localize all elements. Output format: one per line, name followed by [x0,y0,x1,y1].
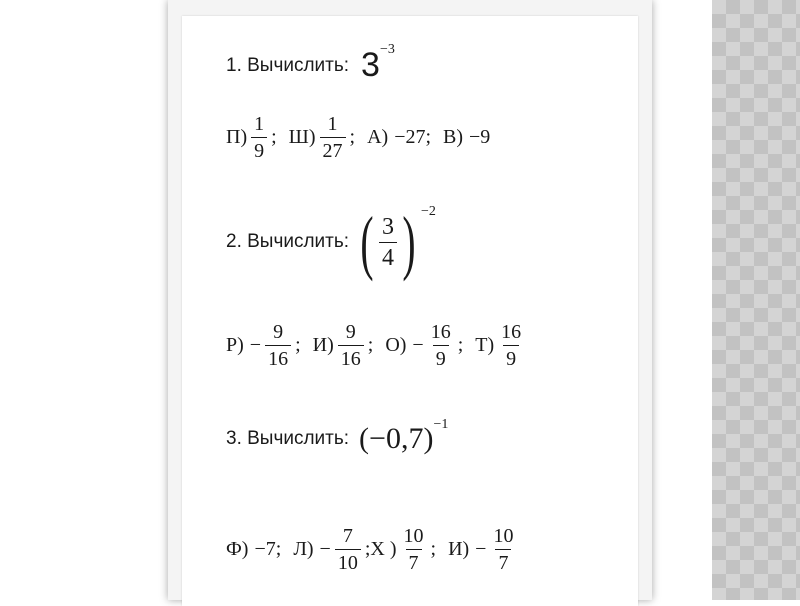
problem-1-answers [226,114,490,161]
problem-2-fraction [379,215,397,270]
answer-value: −7 [254,538,276,560]
fraction-denominator: 7 [495,549,511,573]
fraction-denominator: 9 [433,345,449,369]
problem-1-exponent: −3 [379,41,395,57]
separator: ; [275,538,282,560]
answer-value: −9 [469,126,491,148]
answer-letter: Л) [293,538,314,560]
separator: ; [430,538,437,560]
answer-letter: П) [226,126,248,148]
fraction-numerator: 10 [403,525,424,547]
separator: ; [457,334,464,356]
fraction-numerator: 1 [327,113,338,135]
fraction-denominator: 27 [320,137,346,161]
answer-letter: И) [312,334,334,356]
problem-2-label: 2. Вычислить: [226,231,350,252]
fraction-numerator: 10 [493,525,514,547]
answer-fraction [401,526,427,573]
separator: ; [271,126,277,148]
answer-letter: Ф) [226,538,249,560]
problem-1-label: 1. Вычислить: [226,54,350,76]
answer-fraction [251,114,267,161]
answer-fraction [428,322,454,369]
fraction-denominator: 16 [265,345,291,369]
problem-3-answers [226,526,520,573]
left-paren: ( [360,202,374,282]
problem-2-exponent: −2 [421,204,436,219]
answer-letter: Р) [226,334,244,356]
minus-sign: − [412,334,424,356]
answer-fraction [338,322,364,369]
problem-3 [226,417,449,456]
fraction-denominator: 4 [379,242,397,270]
answer-value: −27 [394,126,426,148]
fraction-numerator: 3 [382,213,395,240]
answer-letter: Х ) [370,538,397,560]
answer-letter: Ш) [288,126,316,148]
answer-letter: Т) [475,334,495,356]
answer-letter: А) [367,126,389,148]
answer-letter: И) [448,538,470,560]
answer-fraction [490,526,516,573]
worksheet [182,16,638,606]
minus-sign: − [319,538,331,560]
problem-3-exponent: −1 [433,417,449,432]
problem-1 [226,41,395,85]
background-pattern [712,0,800,600]
answer-fraction [265,322,291,369]
fraction-denominator: 10 [335,549,361,573]
fraction-numerator: 9 [345,321,356,343]
fraction-denominator: 7 [406,549,422,573]
right-paren: ) [402,202,416,282]
fraction-denominator: 9 [503,345,519,369]
fraction-numerator: 1 [254,113,265,135]
separator: ; [295,334,301,356]
answer-fraction [498,322,524,369]
answer-letter: В) [443,126,464,148]
separator: ; [349,126,356,148]
fraction-numerator: 7 [342,525,353,547]
separator: ; [367,334,374,356]
problem-3-expression: (−0,7) [359,422,434,455]
answer-fraction [335,526,361,573]
fraction-numerator: 16 [430,321,451,343]
separator: ; [425,126,432,148]
problem-2-answers [226,322,528,369]
fraction-numerator: 16 [501,321,522,343]
fraction-denominator: 16 [338,345,364,369]
slide-page [168,0,652,600]
problem-2 [226,202,436,282]
problem-3-label: 3. Вычислить: [226,428,350,449]
minus-sign: − [475,538,487,560]
problem-1-base: 3 [361,46,380,84]
answer-letter: О) [385,334,407,356]
fraction-numerator: 9 [273,321,284,343]
fraction-denominator: 9 [251,137,267,161]
separator: ; [364,538,371,560]
minus-sign: − [249,334,262,356]
answer-fraction [320,114,346,161]
